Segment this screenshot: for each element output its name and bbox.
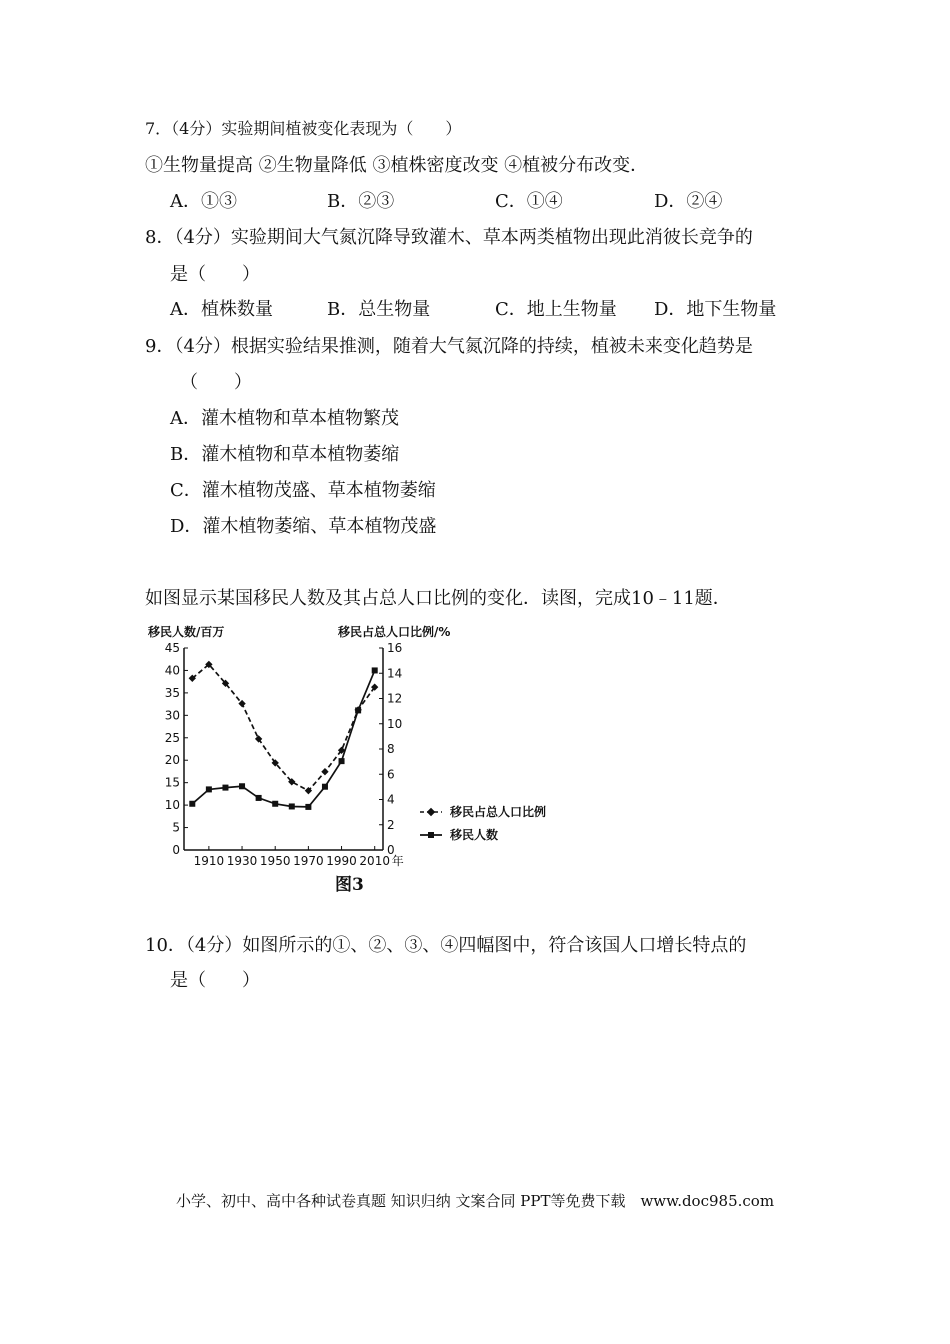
- q7-option-b: B．②③: [327, 191, 395, 212]
- q7-stem: 7．（4分）实验期间植被变化表现为（ ）: [145, 119, 462, 138]
- y-left-tick-label: 0: [172, 843, 180, 857]
- y-left-tick-label: 25: [164, 730, 180, 745]
- count-data-point: [339, 758, 345, 764]
- count-data-point: [355, 707, 361, 713]
- count-data-point: [239, 783, 245, 789]
- q8-stem-line1: 8．（4分）实验期间大气氮沉降导致灌木、草本两类植物出现此消彼长竞争的: [145, 227, 753, 248]
- q7-option-c: C．①④: [495, 191, 563, 212]
- y-right-tick-label: 0: [387, 843, 395, 857]
- count-data-point: [289, 803, 295, 809]
- x-tick-label: 1910: [193, 854, 225, 868]
- x-tick-label: 1990: [326, 854, 357, 868]
- q7-statements: ①生物量提高 ②生物量降低 ③植株密度改变 ④植被分布改变．: [145, 155, 649, 176]
- page-footer: 小学、初中、高中各种试卷真题 知识归纳 文案合同 PPT等免费下载 www.doc985.com: [175, 1192, 775, 1210]
- x-axis-unit: 年: [391, 854, 404, 868]
- y-right-tick-label: 6: [387, 767, 395, 782]
- y-left-tick-label: 45: [164, 641, 180, 655]
- y-right-tick-label: 8: [387, 742, 395, 756]
- legend-square-marker: [428, 832, 434, 838]
- y-left-tick-label: 40: [164, 663, 180, 678]
- count-data-point: [256, 795, 262, 801]
- q9-option-b: B．灌木植物和草本植物萎缩: [170, 444, 400, 465]
- count-series-line: [192, 670, 374, 807]
- count-data-point: [272, 801, 278, 807]
- count-data-point: [305, 804, 311, 810]
- y-left-tick-label: 5: [172, 820, 180, 835]
- q10-stem-line1: 10．（4分）如图所示的①、②、③、④四幅图中，符合该国人口增长特点的: [145, 935, 747, 956]
- y-left-tick-label: 10: [164, 798, 180, 813]
- q8-option-a: A．植株数量: [170, 299, 273, 320]
- y-left-tick-label: 35: [164, 685, 180, 700]
- q8-stem-line2: 是（ ）: [170, 264, 260, 285]
- q7-option-a: A．①③: [170, 191, 237, 212]
- legend-diamond-marker: [427, 808, 435, 816]
- q9-option-c: C．灌木植物茂盛、草本植物萎缩: [170, 480, 436, 501]
- count-data-point: [372, 667, 378, 673]
- y-right-tick-label: 2: [387, 817, 395, 832]
- ratio-data-point: [238, 700, 245, 707]
- q7-option-d: D．②④: [654, 191, 723, 212]
- q8-option-c: C．地上生物量: [495, 299, 617, 320]
- y-left-tick-label: 30: [164, 708, 180, 723]
- x-tick-label: 1930: [226, 854, 258, 868]
- q9-stem-line2: （ ）: [180, 372, 252, 393]
- y-right-tick-label: 14: [387, 666, 403, 681]
- ratio-data-point: [321, 768, 328, 775]
- chart-caption: 图3: [335, 875, 364, 895]
- q10-stem-line2: 是（ ）: [170, 970, 260, 991]
- count-data-point: [222, 785, 228, 791]
- y-right-tick-label: 16: [387, 641, 403, 655]
- count-data-point: [189, 801, 195, 807]
- y-right-axis-title: 移民占总人口比例/%: [338, 625, 451, 639]
- migration-chart-svg: [140, 618, 560, 904]
- y-left-axis-title: 移民人数/百万: [148, 625, 225, 639]
- q9-option-d: D．灌木植物萎缩、草本植物茂盛: [170, 516, 437, 537]
- chart-intro: 如图显示某国移民人数及其占总人口比例的变化．读图，完成10﹣11题．: [145, 588, 731, 609]
- q9-stem-line1: 9．（4分）根据实验结果推测，随着大气氮沉降的持续，植被未来变化趋势是: [145, 336, 753, 357]
- x-tick-label: 1970: [293, 854, 324, 868]
- legend: [420, 804, 546, 842]
- count-data-point: [322, 784, 328, 790]
- y-right-tick-label: 4: [387, 792, 395, 807]
- y-right-tick-label: 10: [387, 716, 403, 731]
- legend-count-label: 移民人数: [450, 828, 499, 842]
- q8-option-d: D．地下生物量: [654, 299, 777, 320]
- y-left-tick-label: 15: [164, 775, 180, 790]
- y-left-tick-label: 20: [164, 753, 180, 768]
- x-tick-label: 1950: [259, 854, 291, 868]
- legend-ratio-label: 移民占总人口比例: [450, 805, 547, 819]
- ratio-series-line: [192, 664, 374, 790]
- count-data-point: [206, 786, 212, 792]
- migration-chart: [140, 618, 560, 904]
- x-tick-label: 2010: [359, 854, 390, 868]
- y-right-tick-label: 12: [387, 691, 403, 706]
- q9-option-a: A．灌木植物和草本植物繁茂: [170, 408, 399, 429]
- q8-option-b: B．总生物量: [327, 299, 431, 320]
